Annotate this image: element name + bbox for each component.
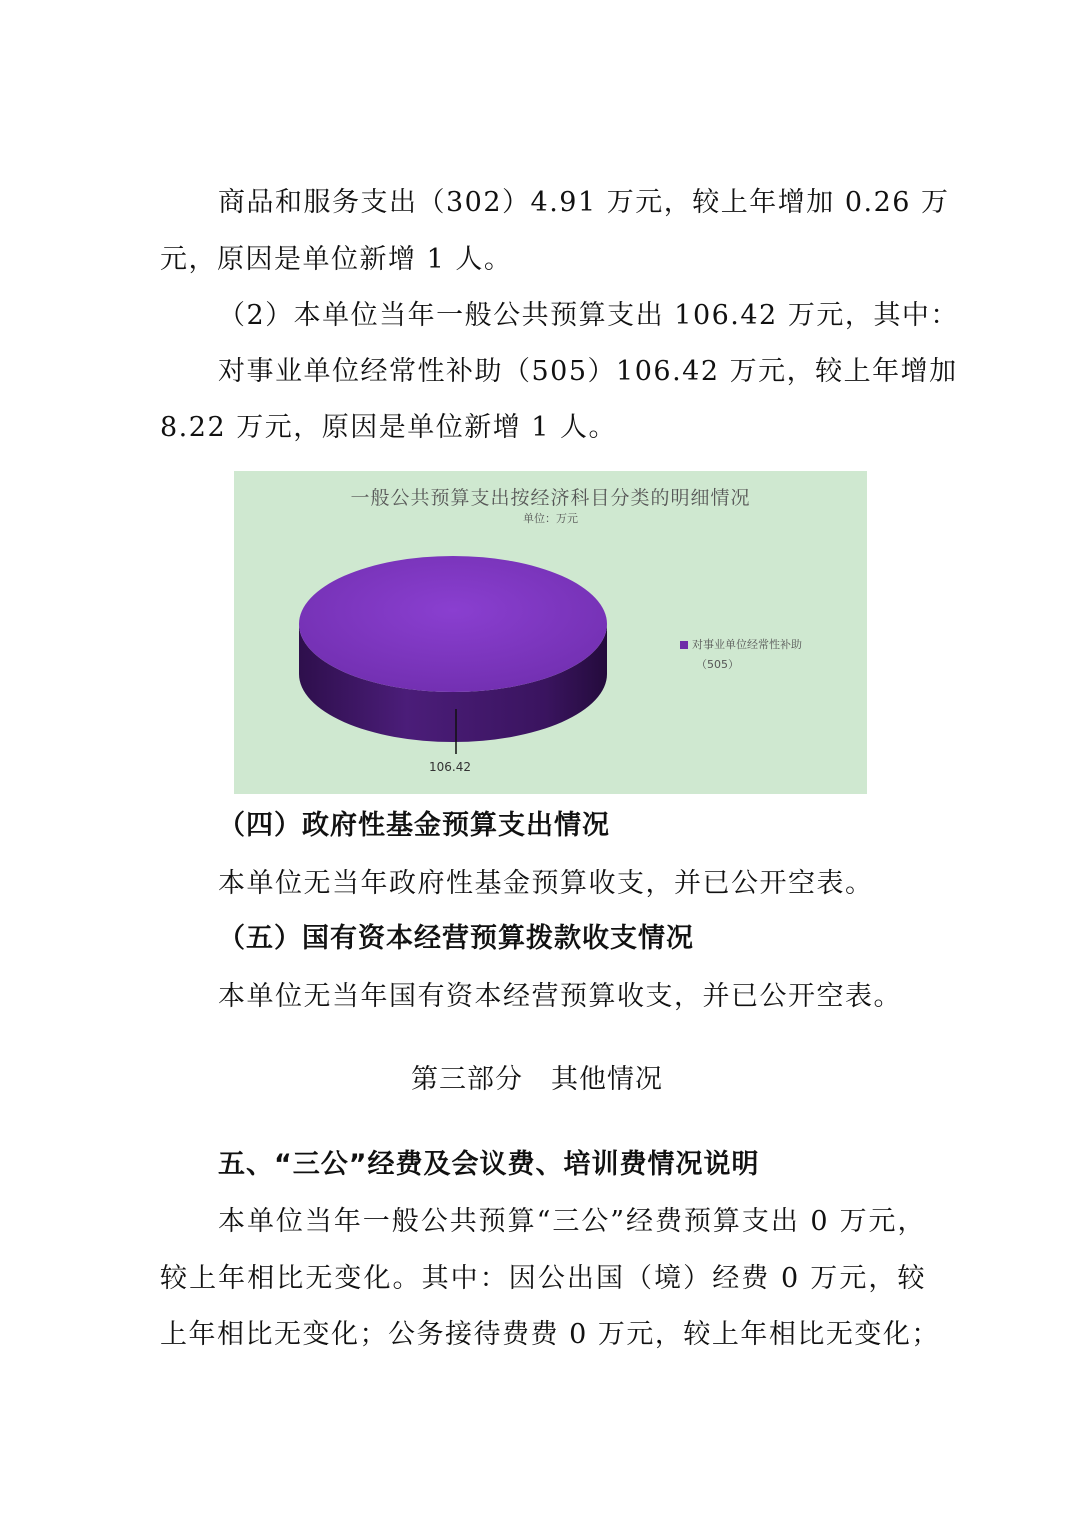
pie-chart bbox=[234, 471, 867, 794]
section-heading: （四）政府性基金预算支出情况 bbox=[218, 810, 610, 841]
legend-label: 对事业单位经常性补助 bbox=[692, 638, 802, 651]
legend-swatch bbox=[680, 641, 688, 649]
paragraph-line: 对事业单位经常性补助（505）106.42 万元，较上年增加 bbox=[218, 356, 958, 387]
pie-slice-505 bbox=[299, 556, 607, 692]
section-heading: （五）国有资本经营预算拨款收支情况 bbox=[218, 923, 694, 954]
pie-svg bbox=[234, 471, 867, 794]
paragraph-line: 本单位当年一般公共预算“三公”经费预算支出 0 万元， bbox=[218, 1206, 926, 1237]
chart-unit: 单位：万元 bbox=[523, 512, 578, 525]
chart-title: 一般公共预算支出按经济科目分类的明细情况 bbox=[350, 487, 751, 509]
legend-label-code: （505） bbox=[696, 658, 739, 671]
chart-legend bbox=[680, 636, 802, 672]
section-heading: 五、“三公”经费及会议费、培训费情况说明 bbox=[218, 1149, 760, 1180]
paragraph-line: 较上年相比无变化。其中：因公出国（境）经费 0 万元，较 bbox=[160, 1263, 926, 1294]
part-title: 第三部分 其他情况 bbox=[411, 1064, 663, 1095]
paragraph-line: 8.22 万元，原因是单位新增 1 人。 bbox=[160, 412, 618, 443]
section-body: 本单位无当年国有资本经营预算收支，并已公开空表。 bbox=[218, 981, 902, 1012]
paragraph-line: 上年相比无变化；公务接待费费 0 万元，较上年相比无变化； bbox=[160, 1319, 940, 1350]
section-body: 本单位无当年政府性基金预算收支，并已公开空表。 bbox=[218, 868, 874, 899]
paragraph-line: 元，原因是单位新增 1 人。 bbox=[160, 244, 513, 275]
paragraph-line: 商品和服务支出（302）4.91 万元，较上年增加 0.26 万 bbox=[218, 187, 950, 218]
paragraph-line: （2）本单位当年一般公共预算支出 106.42 万元，其中： bbox=[218, 300, 959, 331]
data-label: 106.42 bbox=[429, 760, 471, 774]
